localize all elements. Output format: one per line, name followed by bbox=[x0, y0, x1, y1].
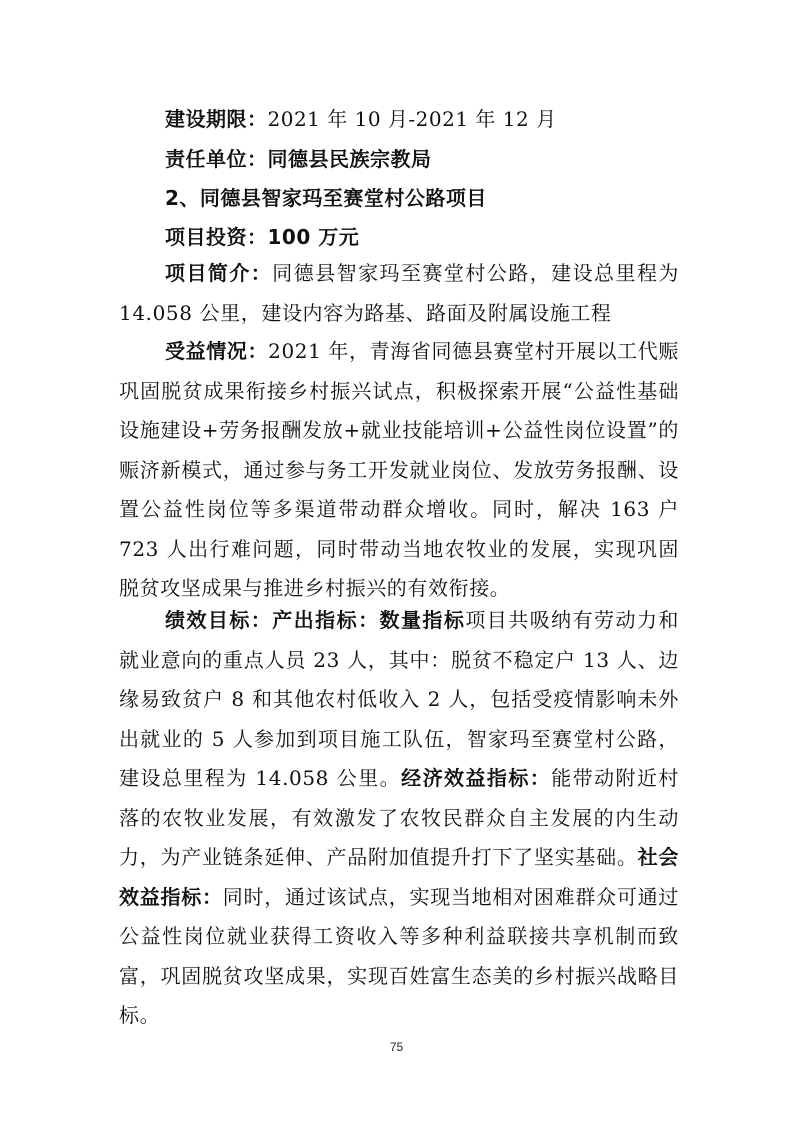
investment-line bbox=[165, 224, 359, 250]
benefit-label: 受益情况： bbox=[165, 339, 269, 363]
economic-label: 经济效益指标： bbox=[401, 766, 552, 790]
investment-label: 项目投资： bbox=[165, 225, 268, 249]
intro-paragraph bbox=[119, 254, 679, 333]
intro-label: 项目简介： bbox=[165, 261, 273, 285]
intro-text: 同德县智家玛至赛堂村公路，建设总里程为 14.058 公里，建设内容为路基、路面及附属设施工程 bbox=[119, 261, 679, 325]
benefit-text: 2021 年，青海省同德县赛堂村开展以工代赈巩固脱贫成果衔接乡村振兴试点，积极探索开展“公益性基础设施建设+劳务报酬发放+就业技能培训+公益性岗位设置”的赈济新模式，通过参与务工开发就业岗位、发放劳务报酬、设置公益性岗位等多渠道带动群众增收。同时，解决 163 户 723 人出行难问题，同时带动当地农牧业的发展，实现巩固脱贫攻坚成果与推进乡村振兴的有效衔接。 bbox=[119, 339, 679, 600]
social-label: 社会效益指标： bbox=[119, 845, 680, 909]
period-line bbox=[165, 106, 557, 132]
benefit-paragraph bbox=[119, 332, 679, 609]
performance-label: 绩效目标： bbox=[165, 608, 273, 632]
unit-line bbox=[165, 146, 432, 172]
output-label: 产出指标： bbox=[272, 608, 380, 632]
page-number: 75 bbox=[389, 1040, 404, 1054]
unit-value: 同德县民族宗教局 bbox=[267, 147, 432, 171]
quantity-label: 数量指标 bbox=[379, 608, 466, 632]
investment-value: 100 万元 bbox=[267, 225, 360, 249]
performance-paragraph bbox=[119, 601, 679, 1036]
period-label: 建设期限： bbox=[165, 107, 268, 131]
economic-text: 能带动附近村落的农牧业发展，有效激发了农牧民群众自主发展的内生动力，为产业链条延伸、产品附加值提升打下了坚实基础。 bbox=[119, 766, 679, 869]
project-title: 2、同德县智家玛至赛堂村公路项目 bbox=[165, 186, 487, 210]
quantity-text: 项目共吸纳有劳动力和就业意向的重点人员 23 人，其中：脱贫不稳定户 13 人、边缘易致贫户 8 和其他农村低收入 2 人，包括受疫情影响未外出就业的 5 人参加到项目施工队伍，智家玛至赛堂村公路，建设总里程为 14.058 公里。 bbox=[119, 608, 680, 790]
social-text: 同时，通过该试点，实现当地相对困难群众可通过公益性岗位就业获得工资收入等多种利益联接共享机制而致富，巩固脱贫攻坚成果，实现百姓富生态美的乡村振兴战略目标。 bbox=[119, 884, 680, 1027]
unit-label: 责任单位： bbox=[165, 147, 268, 171]
period-value: 2021 年 10 月-2021 年 12 月 bbox=[267, 107, 557, 131]
